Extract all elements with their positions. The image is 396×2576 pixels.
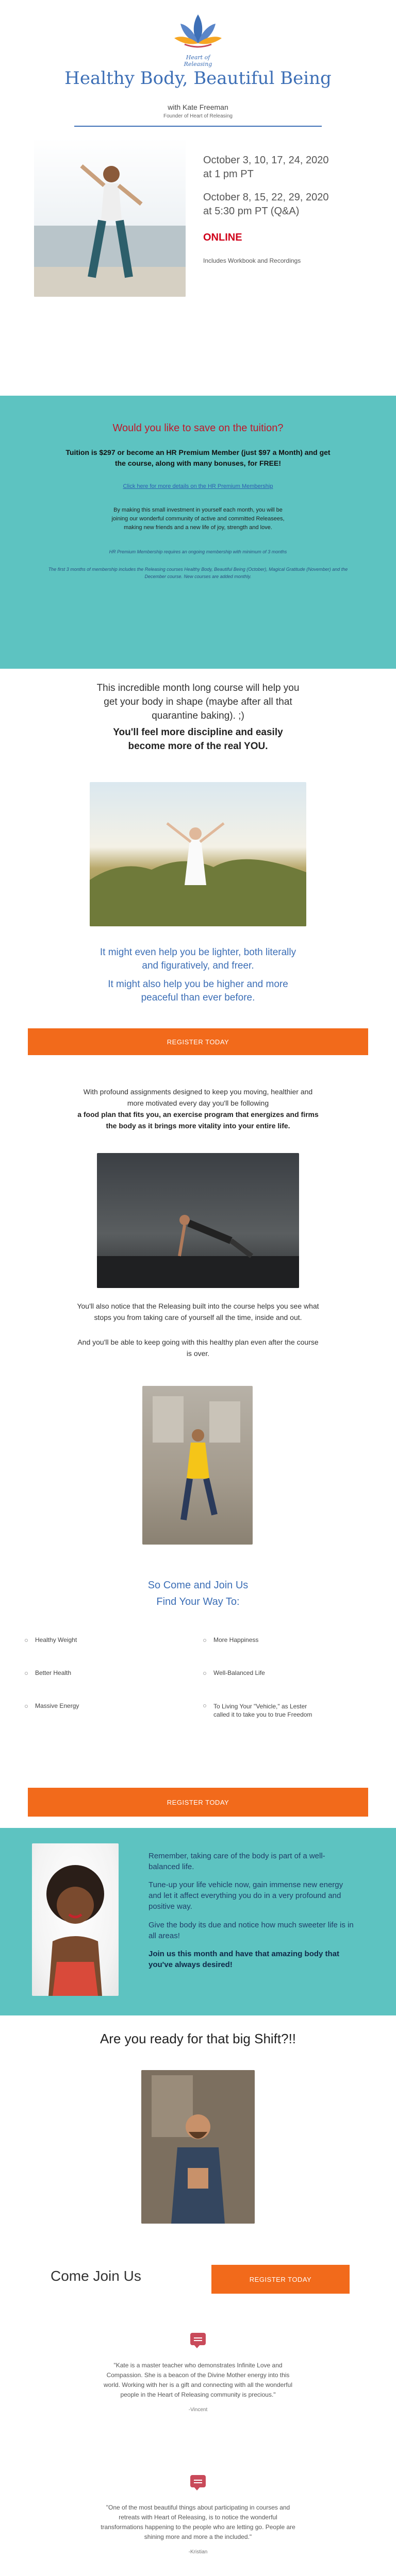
time-2: at 5:30 pm PT (Q&A) xyxy=(203,206,300,217)
dates-2: October 8, 15, 22, 29, 2020 xyxy=(203,192,329,203)
logo-text: Heart of Releasing xyxy=(184,54,212,67)
able-text: And you'll be able to keep going with this healthy plan even after the course is over. xyxy=(77,1338,319,1358)
benefits-list-left xyxy=(25,1636,179,1735)
remember-p4: Join us this month and have that amazing body that you've always desired! xyxy=(148,1950,340,1969)
join-title-1: So Come and Join Us xyxy=(147,1580,249,1591)
benefit-item: Well-Balanced Life xyxy=(203,1669,363,1702)
testimonial-2 xyxy=(0,2475,396,2555)
header-divider xyxy=(74,126,322,127)
bullet-icon xyxy=(25,1639,28,1642)
intro-line-1: This incredible month long course will help you get your body in shape (maybe after all that quarantine baking). ;) xyxy=(96,683,300,721)
register-button-3[interactable]: REGISTER TODAY xyxy=(211,2265,350,2294)
testimonial-quote: "Kate is a master teacher who demonstrates Infinite Love and Compassion. She is a beacon of the Divine Mother energy into this world. Working with her is a gift and connecting with all the wonderful people in the Heart of Releasing community is precious." xyxy=(104,2362,292,2398)
assignments-text-2: a food plan that fits you, an exercise program that energizes and firms the body as it brings more vitality into your entire life. xyxy=(77,1110,319,1130)
man-photo xyxy=(141,2070,255,2224)
benefit-item: Healthy Weight xyxy=(25,1636,179,1669)
schedule xyxy=(203,155,368,264)
testimonial-1 xyxy=(0,2333,396,2413)
logo[interactable] xyxy=(172,11,224,67)
tuition-question: Would you like to save on the tuition? xyxy=(112,422,284,434)
come-join-title: Come Join Us xyxy=(51,2268,141,2284)
shift-title: Are you ready for that big Shift?!! xyxy=(100,2031,296,2046)
dates-1: October 3, 10, 17, 24, 2020 xyxy=(203,155,329,166)
speech-bubble-icon xyxy=(190,2333,206,2345)
bullet-icon xyxy=(203,1704,206,1707)
bullet-icon xyxy=(203,1639,206,1642)
join-title-2: Find Your Way To: xyxy=(156,1596,240,1607)
with-line: with Kate Freeman xyxy=(168,103,228,111)
benefit-item: More Happiness xyxy=(203,1636,363,1669)
founder-line: Founder of Heart of Releasing xyxy=(163,113,233,119)
premium-membership-link[interactable]: Click here for more details on the HR Premium Membership xyxy=(123,483,273,489)
bullet-icon xyxy=(25,1705,28,1708)
yellow-woman-photo xyxy=(142,1386,253,1545)
membership-note-2: The first 3 months of membership includes the Releasing courses Healthy Body, Beautiful Being (October), Magical Gratitude (November) and the December course. New courses are added monthly. xyxy=(48,567,348,579)
notice-text: You'll also notice that the Releasing built into the course helps you see what stops you from taking care of yourself all the time, inside and out. xyxy=(77,1302,319,1321)
register-button-2[interactable]: REGISTER TODAY xyxy=(28,1788,368,1817)
testimonial-author: -Kristian xyxy=(188,2549,208,2555)
testimonial-quote: "One of the most beautiful things about participating in courses and retreats with Heart of Releasing, is to notice the wonderful transformations happening to the people who are letting go. People are shining more and more a the included." xyxy=(101,2504,295,2540)
benefit-item: Massive Energy xyxy=(25,1702,179,1735)
benefits-list-right xyxy=(203,1636,363,1735)
online-label: ONLINE xyxy=(203,232,242,243)
bullet-icon xyxy=(25,1672,28,1675)
benefit-item: To Living Your "Vehicle," as Lester called it to take you to true Freedom xyxy=(203,1702,363,1735)
field-woman-photo xyxy=(90,782,306,926)
testimonial-author: -Vincent xyxy=(188,2407,208,2413)
lighter-text-1: It might even help you be lighter, both literally and figuratively, and freer. xyxy=(100,947,296,971)
remember-section xyxy=(0,1828,396,2015)
lotus-logo-icon xyxy=(172,11,224,52)
time-1: at 1 pm PT xyxy=(203,168,254,180)
lighter-text-2: It might also help you be higher and more peaceful than ever before. xyxy=(108,979,288,1003)
membership-note-1: HR Premium Membership requires an ongoing membership with minimum of 3 months xyxy=(109,549,287,554)
speech-bubble-icon xyxy=(190,2475,206,2487)
remember-p3: Give the body its due and notice how much sweeter life is in all areas! xyxy=(148,1921,354,1940)
investment-text: By making this small investment in yourself each month, you will be joining our wonderful community of active and committed Releasees, making new friends and a new life of joy, strength and love. xyxy=(111,507,285,531)
benefit-item: Better Health xyxy=(25,1669,179,1702)
page-title: Healthy Body, Beautiful Being xyxy=(64,68,332,89)
remember-p2: Tune-up your life vehicle now, gain immense new energy and let it affect everything you do in a very profound and positive way. xyxy=(148,1880,343,1911)
bullet-icon xyxy=(203,1672,206,1675)
exercise-photo xyxy=(97,1153,299,1288)
smiling-woman-photo xyxy=(32,1843,119,1996)
assignments-text-1: With profound assignments designed to keep you moving, healthier and more motivated every day you'll be following xyxy=(83,1088,313,1107)
hero-photo xyxy=(34,138,186,297)
remember-p1: Remember, taking care of the body is part of a well-balanced life. xyxy=(148,1852,325,1871)
register-button-1[interactable]: REGISTER TODAY xyxy=(28,1028,368,1055)
tuition-price: Tuition is $297 or become an HR Premium Member (just $97 a Month) and get the course, along with many bonuses, for FREE! xyxy=(65,448,331,467)
includes-text: Includes Workbook and Recordings xyxy=(203,257,301,264)
intro-line-2: You'll feel more discipline and easily become more of the real YOU. xyxy=(113,727,283,752)
tuition-section xyxy=(0,396,396,669)
